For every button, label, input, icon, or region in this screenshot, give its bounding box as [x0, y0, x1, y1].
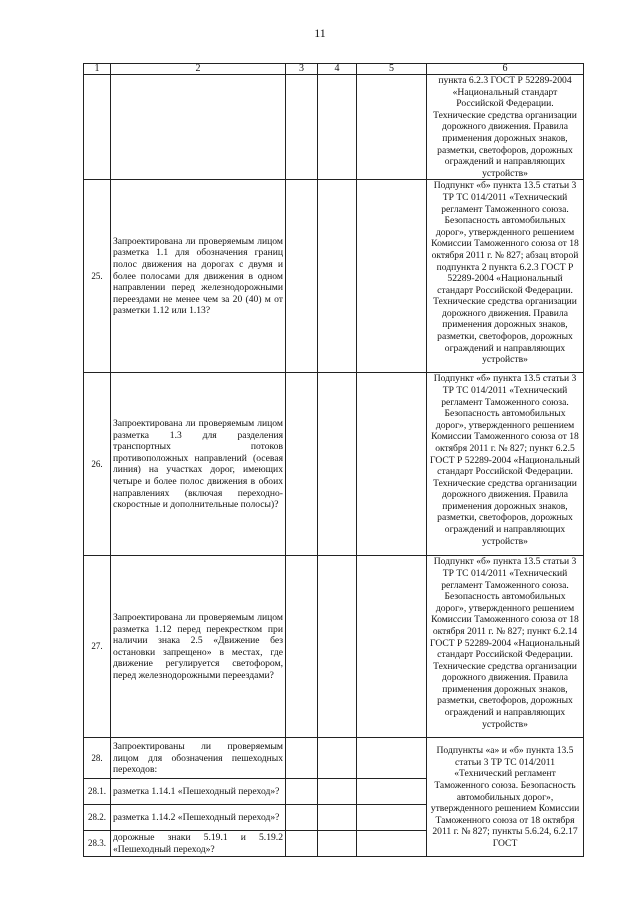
row-reference: Подпункт «б» пункта 13.5 статьи 3 ТР ТС 014/2011 «Технический регламент Таможенного союза. Безопасность автомобильных дорог», утвержденного решением Комиссии Таможенного союза от 18 октября 2011 г. № 827; пункт 6.2.5 ГОСТ Р 52289-2004 «Национальный стандарт Российской Федерации. Технические средства организации дорожного движения. Правила применения дорожных знаков, разметки, светофоров, дорожных ограждений и направляющих устройств»	[427, 373, 584, 556]
empty-cell	[357, 373, 427, 556]
empty-cell	[318, 373, 357, 556]
row-reference: Подпункт «б» пункта 13.5 статьи 3 ТР ТС 014/2011 «Технический регламент Таможенного союза. Безопасность автомобильных дорог», утвержденного решением Комиссии Таможенного союза от 18 октября 2011 г. № 827; абзац второй подпункта 2 пункта 6.2.3 ГОСТ Р 52289-2004 «Национальный стандарт Российской Федерации. Технические средства организации дорожного движения. Правила применения дорожных знаков, разметки, светофоров, дорожных ограждений и направляющих устройств»	[427, 180, 584, 373]
empty-cell	[357, 805, 427, 831]
header-cell: 4	[318, 64, 357, 75]
row-reference: Подпункты «а» и «б» пункта 13.5 статьи 3 ТР ТС 014/2011 «Технический регламент Таможенного союза. Безопасность автомобильных дорог», утвержденного решением Комиссии Таможенного союза от 18 октября 2011 г. № 827; пункты 5.6.24, 6.2.17 ГОСТ	[427, 738, 584, 857]
row-number	[84, 75, 111, 180]
row-reference: пункта 6.2.3 ГОСТ Р 52289-2004 «Национальный стандарт Российской Федерации. Технические средства организации дорожного движения. Правила применения дорожных знаков, разметки, светофоров, дорожных ограждений и направляющих устройств»	[427, 75, 584, 180]
row-number: 28.2.	[84, 805, 111, 831]
empty-cell	[357, 180, 427, 373]
empty-cell	[286, 738, 318, 779]
empty-cell	[318, 556, 357, 738]
row-question: разметка 1.14.1 «Пешеходный переход»?	[111, 779, 286, 805]
header-cell: 5	[357, 64, 427, 75]
table-row	[84, 556, 584, 738]
row-question: Запроектирована ли проверяемым лицом разметка 1.1 для обозначения границ полос движения на дорогах с двумя и более полосами для движения в одном направлении перед железнодорожными переездами не менее чем за 20 (40) м от разметки 1.12 или 1.13?	[111, 180, 286, 373]
empty-cell	[318, 180, 357, 373]
row-number: 28.3.	[84, 831, 111, 857]
row-question: разметка 1.14.2 «Пешеходный переход»?	[111, 805, 286, 831]
row-number: 26.	[84, 373, 111, 556]
header-cell: 6	[427, 64, 584, 75]
header-cell: 1	[84, 64, 111, 75]
table-row	[84, 373, 584, 556]
empty-cell	[357, 779, 427, 805]
empty-cell	[318, 738, 357, 779]
table-row	[84, 75, 584, 180]
empty-cell	[286, 556, 318, 738]
empty-cell	[286, 831, 318, 857]
row-question	[111, 75, 286, 180]
row-number: 28.	[84, 738, 111, 779]
header-cell: 2	[111, 64, 286, 75]
empty-cell	[357, 75, 427, 180]
empty-cell	[357, 738, 427, 779]
empty-cell	[318, 779, 357, 805]
empty-cell	[286, 779, 318, 805]
row-question: Запроектирована ли проверяемым лицом разметка 1.12 перед перекрестком при наличии знака 2.5 «Движение без остановки запрещено» в местах, где движение регулируется светофором, перед железнодорожными переездами?	[111, 556, 286, 738]
empty-cell	[318, 75, 357, 180]
row-question: Запроектирована ли проверяемым лицом разметка 1.3 для разделения транспортных потоков противоположных направлений (осевая линия) на участках дорог, имеющих четыре и более полос движения в обоих направлениях (включая переходно-скоростные и дополнительные полосы)?	[111, 373, 286, 556]
empty-cell	[357, 831, 427, 857]
row-question: дорожные знаки 5.19.1 и 5.19.2 «Пешеходный переход»?	[111, 831, 286, 857]
empty-cell	[357, 556, 427, 738]
row-reference: Подпункт «б» пункта 13.5 статьи 3 ТР ТС 014/2011 «Технический регламент Таможенного союза. Безопасность автомобильных дорог», утвержденного решением Комиссии Таможенного союза от 18 октября 2011 г. № 827; пункт 6.2.14 ГОСТ Р 52289-2004 «Национальный стандарт Российской Федерации. Технические средства организации дорожного движения. Правила применения дорожных знаков, разметки, светофоров, дорожных ограждений и направляющих устройств»	[427, 556, 584, 738]
row-number: 25.	[84, 180, 111, 373]
empty-cell	[318, 805, 357, 831]
requirements-table	[83, 63, 584, 857]
row-question: Запроектированы ли проверяемым лицом для обозначения пешеходных переходов:	[111, 738, 286, 779]
empty-cell	[286, 805, 318, 831]
empty-cell	[286, 373, 318, 556]
table-row	[84, 180, 584, 373]
empty-cell	[286, 180, 318, 373]
header-cell: 3	[286, 64, 318, 75]
table-header-row	[84, 64, 584, 75]
row-number: 28.1.	[84, 779, 111, 805]
row-number: 27.	[84, 556, 111, 738]
page-number: 11	[314, 26, 326, 40]
empty-cell	[286, 75, 318, 180]
table-row	[84, 738, 584, 779]
empty-cell	[318, 831, 357, 857]
